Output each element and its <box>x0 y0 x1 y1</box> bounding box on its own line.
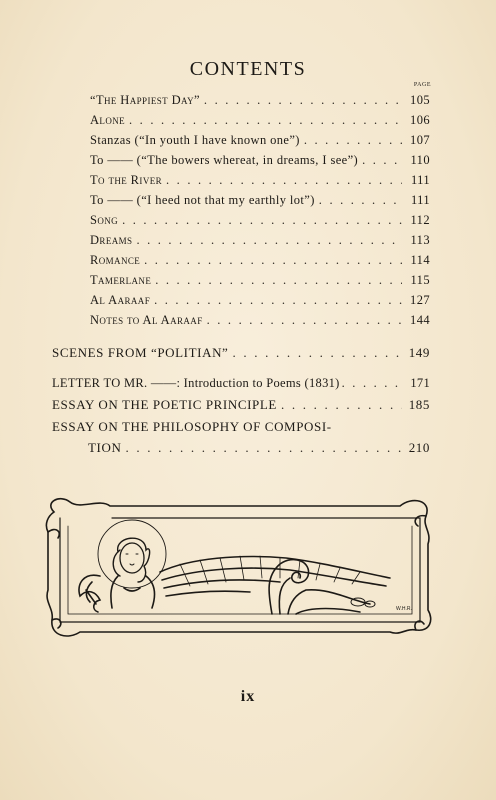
leader-dots <box>155 273 402 288</box>
entry-title: To —— (“I heed not that my earthly lot”) <box>90 193 315 207</box>
entry-title: Romance <box>90 253 141 267</box>
leader-dots <box>154 293 402 308</box>
toc-entry[interactable] <box>90 313 430 328</box>
leader-dots <box>281 397 402 413</box>
entry-page: 127 <box>410 293 430 307</box>
entry-title: To the River <box>90 173 163 187</box>
toc-entry[interactable] <box>90 273 430 288</box>
leader-dots <box>319 193 402 208</box>
toc-entry[interactable] <box>90 233 430 248</box>
leader-dots <box>232 345 402 361</box>
leader-dots <box>342 376 406 391</box>
toc-entry[interactable] <box>90 293 430 308</box>
leader-dots <box>136 233 402 248</box>
leader-dots <box>207 313 402 328</box>
toc-entry[interactable] <box>90 213 430 228</box>
entry-page: 111 <box>410 173 430 187</box>
section-page: 171 <box>410 376 430 390</box>
leader-dots <box>304 133 402 148</box>
entry-page: 144 <box>410 313 430 327</box>
toc-entry[interactable] <box>90 253 430 268</box>
entry-title: Notes to Al Aaraaf <box>90 313 203 327</box>
entry-page: 106 <box>410 113 430 127</box>
toc-section[interactable] <box>52 376 430 391</box>
section-title: TION <box>88 440 122 455</box>
section-page: 210 <box>408 440 430 455</box>
entry-page: 111 <box>410 193 430 207</box>
entry-page: 107 <box>410 133 430 147</box>
leader-dots <box>144 253 402 268</box>
entry-title: Song <box>90 213 119 227</box>
section-title: ESSAY ON THE PHILOSOPHY OF COMPOSI- <box>52 419 332 434</box>
entry-title: “The Happiest Day” <box>90 93 200 107</box>
entry-title: Alone <box>90 113 126 127</box>
page-folio: ix <box>240 688 256 705</box>
contents-heading: CONTENTS <box>189 58 307 80</box>
art-nouveau-illustration <box>40 492 438 642</box>
entry-title: Al Aaraaf <box>90 293 151 307</box>
entry-page: 112 <box>410 213 430 227</box>
section-title: SCENES FROM “POLITIAN” <box>52 345 229 360</box>
entry-title: To —— (“The bowers whereat, in dreams, I see”) <box>90 153 359 167</box>
toc-section-continued[interactable] <box>88 440 430 456</box>
entry-title: Stanzas (“In youth I have known one”) <box>90 133 300 147</box>
toc-entry[interactable] <box>90 173 430 188</box>
toc-entry[interactable] <box>90 153 430 168</box>
toc-section[interactable] <box>52 345 430 361</box>
section-page: 185 <box>408 397 430 412</box>
entry-title: Tamerlane <box>90 273 152 287</box>
toc-section[interactable] <box>52 397 430 413</box>
entry-page: 113 <box>410 233 430 247</box>
leader-dots <box>129 113 402 128</box>
entry-page: 105 <box>410 93 430 107</box>
entry-title: Dreams <box>90 233 133 247</box>
entry-page: 114 <box>410 253 430 267</box>
toc-entry[interactable] <box>90 133 430 148</box>
section-title: ESSAY ON THE POETIC PRINCIPLE <box>52 397 277 412</box>
entry-page: 115 <box>410 273 430 287</box>
leader-dots <box>204 93 402 108</box>
leader-dots <box>166 173 402 188</box>
leader-dots <box>362 153 404 168</box>
toc-entry[interactable] <box>90 193 430 208</box>
section-title: LETTER TO MR. ——: Introduction to Poems (1831) <box>52 376 340 390</box>
toc-entry[interactable] <box>90 93 430 108</box>
section-page: 149 <box>408 345 430 360</box>
toc-entry[interactable] <box>90 113 430 128</box>
leader-dots <box>122 213 402 228</box>
illustrator-signature: W.H.R. <box>396 606 412 612</box>
entry-page: 110 <box>410 153 430 167</box>
page-column-label: PAGE <box>413 82 431 88</box>
toc-section[interactable] <box>52 419 430 435</box>
leader-dots <box>125 440 402 456</box>
